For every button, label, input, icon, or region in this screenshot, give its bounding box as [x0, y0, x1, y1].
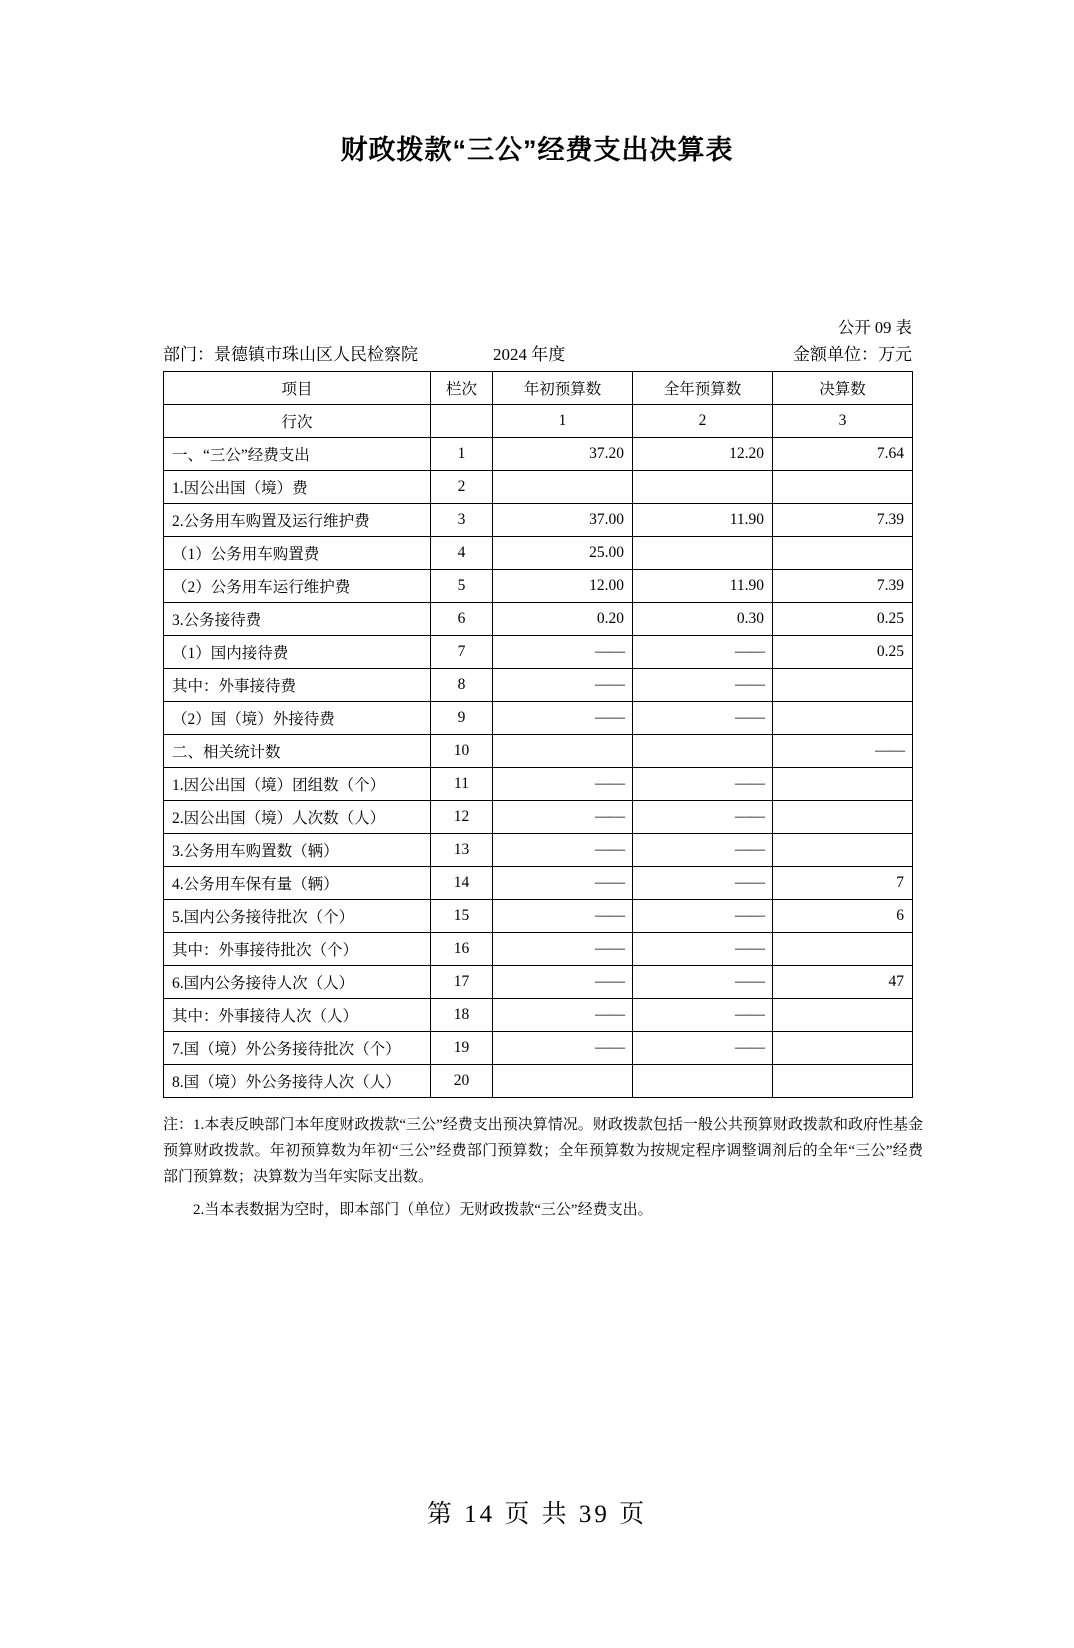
- table-row: [164, 834, 913, 867]
- row-column-no: 18: [431, 999, 493, 1032]
- row-value-3: [773, 702, 913, 735]
- row-value-3: 47: [773, 966, 913, 999]
- row-value-2: ——: [633, 966, 773, 999]
- row-value-2: ——: [633, 702, 773, 735]
- row-item-label: 2.公务用车购置及运行维护费: [164, 504, 431, 537]
- table-row: [164, 1032, 913, 1065]
- row-value-3: [773, 669, 913, 702]
- header-item: 项目: [164, 372, 431, 405]
- row-value-1: 12.00: [493, 570, 633, 603]
- row-item-label: 6.国内公务接待人次（人）: [164, 966, 431, 999]
- row-item-label: （1）公务用车购置费: [164, 537, 431, 570]
- row-value-1: 37.20: [493, 438, 633, 471]
- table-row: [164, 966, 913, 999]
- rowindex-3: 3: [773, 405, 913, 438]
- row-column-no: 12: [431, 801, 493, 834]
- row-value-2: ——: [633, 834, 773, 867]
- row-value-2: 11.90: [633, 504, 773, 537]
- table-row: [164, 999, 913, 1032]
- row-value-1: ——: [493, 636, 633, 669]
- row-value-2: [633, 471, 773, 504]
- header-final-account: 决算数: [773, 372, 913, 405]
- row-value-2: ——: [633, 801, 773, 834]
- table-row: [164, 801, 913, 834]
- department-label: 部门：景德镇市珠山区人民检察院: [163, 345, 418, 364]
- row-value-1: 0.20: [493, 603, 633, 636]
- note-2: 2.当本表数据为空时，即本部门（单位）无财政拨款“三公”经费支出。: [193, 1202, 653, 1219]
- row-value-1: [493, 1065, 633, 1098]
- table-row: [164, 768, 913, 801]
- row-value-3: [773, 834, 913, 867]
- row-value-1: ——: [493, 702, 633, 735]
- row-item-label: （2）公务用车运行维护费: [164, 570, 431, 603]
- row-item-label: 2.因公出国（境）人次数（人）: [164, 801, 431, 834]
- row-value-3: 6: [773, 900, 913, 933]
- row-value-1: ——: [493, 933, 633, 966]
- row-value-2: 11.90: [633, 570, 773, 603]
- row-value-1: ——: [493, 966, 633, 999]
- row-item-label: 二、相关统计数: [164, 735, 431, 768]
- row-column-no: 15: [431, 900, 493, 933]
- table-row: [164, 1065, 913, 1098]
- row-value-3: 7.39: [773, 570, 913, 603]
- table-row: [164, 438, 913, 471]
- row-value-2: 12.20: [633, 438, 773, 471]
- table-row: [164, 537, 913, 570]
- three-public-expense-table: [163, 371, 913, 1098]
- row-value-1: [493, 735, 633, 768]
- rowindex-label: 行次: [164, 405, 431, 438]
- rowindex-2: 2: [633, 405, 773, 438]
- table-row: [164, 570, 913, 603]
- row-value-3: [773, 999, 913, 1032]
- row-value-3: 7.39: [773, 504, 913, 537]
- row-item-label: 4.公务用车保有量（辆）: [164, 867, 431, 900]
- row-value-3: [773, 1032, 913, 1065]
- row-column-no: 19: [431, 1032, 493, 1065]
- row-item-label: 其中：外事接待费: [164, 669, 431, 702]
- row-value-2: [633, 537, 773, 570]
- sheet-code: 公开 09 表: [837, 318, 912, 337]
- table-row: [164, 669, 913, 702]
- row-value-2: ——: [633, 1032, 773, 1065]
- table-row: [164, 735, 913, 768]
- row-value-3: [773, 1065, 913, 1098]
- row-value-3: [773, 933, 913, 966]
- row-value-1: ——: [493, 768, 633, 801]
- table-row: [164, 471, 913, 504]
- row-value-3: [773, 471, 913, 504]
- row-column-no: 20: [431, 1065, 493, 1098]
- page-footer: 第 14 页 共 39 页: [426, 1501, 648, 1528]
- table-row: [164, 636, 913, 669]
- row-column-no: 17: [431, 966, 493, 999]
- page-title: 财政拨款“三公”经费支出决算表: [340, 135, 734, 165]
- amount-unit-label: 金额单位：万元: [793, 345, 912, 364]
- row-item-label: 其中：外事接待批次（个）: [164, 933, 431, 966]
- row-value-1: ——: [493, 867, 633, 900]
- row-column-no: 7: [431, 636, 493, 669]
- row-value-1: ——: [493, 999, 633, 1032]
- header-initial-budget: 年初预算数: [493, 372, 633, 405]
- row-value-3: 0.25: [773, 603, 913, 636]
- row-item-label: 8.国（境）外公务接待人次（人）: [164, 1065, 431, 1098]
- row-value-3: 7.64: [773, 438, 913, 471]
- row-value-1: [493, 471, 633, 504]
- row-column-no: 4: [431, 537, 493, 570]
- row-value-2: 0.30: [633, 603, 773, 636]
- row-value-3: 0.25: [773, 636, 913, 669]
- row-value-3: 7: [773, 867, 913, 900]
- row-item-label: 1.因公出国（境）团组数（个）: [164, 768, 431, 801]
- row-value-1: ——: [493, 669, 633, 702]
- table-row: [164, 933, 913, 966]
- row-value-1: 37.00: [493, 504, 633, 537]
- header-annual-budget: 全年预算数: [633, 372, 773, 405]
- row-item-label: （1）国内接待费: [164, 636, 431, 669]
- table-row: [164, 603, 913, 636]
- row-item-label: 一、“三公”经费支出: [164, 438, 431, 471]
- row-item-label: 其中：外事接待人次（人）: [164, 999, 431, 1032]
- row-column-no: 2: [431, 471, 493, 504]
- row-value-2: ——: [633, 768, 773, 801]
- row-item-label: 3.公务接待费: [164, 603, 431, 636]
- row-item-label: 7.国（境）外公务接待批次（个）: [164, 1032, 431, 1065]
- row-column-no: 6: [431, 603, 493, 636]
- row-value-3: ——: [773, 735, 913, 768]
- row-column-no: 5: [431, 570, 493, 603]
- row-value-3: [773, 801, 913, 834]
- rowindex-1: 1: [493, 405, 633, 438]
- row-column-no: 10: [431, 735, 493, 768]
- row-column-no: 16: [431, 933, 493, 966]
- year-label: 2024 年度: [493, 345, 566, 364]
- row-value-1: 25.00: [493, 537, 633, 570]
- row-value-2: ——: [633, 900, 773, 933]
- row-column-no: 9: [431, 702, 493, 735]
- row-column-no: 1: [431, 438, 493, 471]
- header-column-no: 栏次: [431, 372, 493, 405]
- row-item-label: 1.因公出国（境）费: [164, 471, 431, 504]
- row-item-label: 5.国内公务接待批次（个）: [164, 900, 431, 933]
- row-value-2: ——: [633, 867, 773, 900]
- table-rowindex-row: [164, 405, 913, 438]
- row-item-label: 3.公务用车购置数（辆）: [164, 834, 431, 867]
- notes-block: [163, 1113, 923, 1228]
- row-value-2: [633, 1065, 773, 1098]
- rowindex-blank: [431, 405, 493, 438]
- document-page: [0, 128, 1074, 1648]
- row-value-1: ——: [493, 1032, 633, 1065]
- row-item-label: （2）国（境）外接待费: [164, 702, 431, 735]
- row-value-1: ——: [493, 900, 633, 933]
- row-column-no: 3: [431, 504, 493, 537]
- row-value-2: ——: [633, 636, 773, 669]
- row-value-1: ——: [493, 834, 633, 867]
- row-value-3: [773, 537, 913, 570]
- note-1: 注：1.本表反映部门本年度财政拨款“三公”经费支出预决算情况。财政拨款包括一般公共预算财政拨款和政府性基金预算财政拨款。年初预算数为年初“三公”经费部门预算数；全年预算数为按规定程序调整调剂后的全年“三公”经费部门预算数；决算数为当年实际支出数。: [163, 1117, 923, 1185]
- row-value-2: ——: [633, 999, 773, 1032]
- row-column-no: 13: [431, 834, 493, 867]
- table-row: [164, 900, 913, 933]
- row-value-3: [773, 768, 913, 801]
- meta-row: [163, 340, 912, 364]
- row-value-2: ——: [633, 933, 773, 966]
- table-row: [164, 867, 913, 900]
- row-column-no: 8: [431, 669, 493, 702]
- row-column-no: 11: [431, 768, 493, 801]
- row-value-2: ——: [633, 669, 773, 702]
- table-row: [164, 504, 913, 537]
- table-row: [164, 702, 913, 735]
- row-value-1: ——: [493, 801, 633, 834]
- table-header-row: [164, 372, 913, 405]
- row-value-2: [633, 735, 773, 768]
- row-column-no: 14: [431, 867, 493, 900]
